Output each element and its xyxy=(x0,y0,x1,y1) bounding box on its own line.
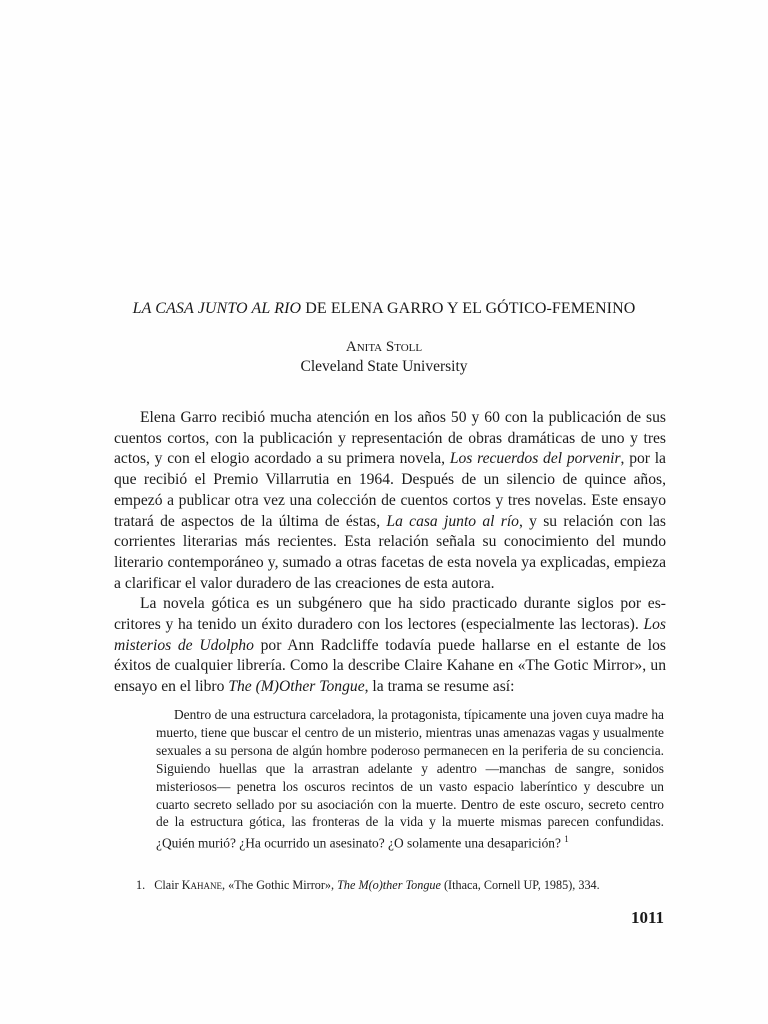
p2-text-b: por Ann Radcliffe todavía puede hallarse en el estante de los éxitos de cualquier librería. Como la describe Claire Kahane en «The Gotic Mirror», un ensayo en el libro xyxy=(114,636,666,696)
p2-text-c: , la trama se resume así: xyxy=(364,678,515,696)
footnote-author-first: Clair xyxy=(154,878,182,892)
block-quote xyxy=(156,706,664,853)
footnote-author-last: Kahane xyxy=(181,878,223,892)
author-name: Anita Stoll xyxy=(345,339,423,355)
footnote-reference: 1 xyxy=(564,834,569,845)
p1-text-c: , y su relación con las corrientes literarias más recientes. Esta relación señala su conocimiento del mundo literario contemporáneo y, sumado a otras facetas de esta novela ya explicadas, empieza a clarificar el valor duradero de las creaciones de esta autora. xyxy=(114,512,667,592)
title-italic-part: LA CASA JUNTO AL RIO xyxy=(132,300,302,317)
p2-book-title-2: The (M)Other Tongue xyxy=(228,678,365,696)
page-number: 1011 xyxy=(630,908,664,927)
p1-text-b: , por la que recibió el Premio Villarrutia en 1964. Después de un silencio de quince años, empezó a publicar otra vez una colección de cuentos cortos y tres novelas. Este ensayo tratará de aspectos de la última de éstas, xyxy=(114,450,666,530)
p1-book-title-1: Los recuerdos del porvenir xyxy=(449,450,621,468)
p1-text-a: Elena Garro recibió mucha atención en los años 50 y 60 con la publicación de sus cuentos cortos, con la publicación y representación de obras dramáticas de uno y tres actos, y con el elogio acordado a su primera novela, xyxy=(114,409,666,468)
footnote-publication: (Ithaca, Cornell UP, 1985), 334. xyxy=(440,878,600,892)
body-text xyxy=(114,408,666,698)
author-affiliation: Cleveland State University xyxy=(300,358,468,375)
paragraph-2 xyxy=(114,594,666,698)
p1-book-title-2: La casa junto al río xyxy=(386,512,519,530)
p2-text-a: La novela gótica es un subgénero que ha sido practicado durante siglos por escritores y ha tenido un éxito duradero con los lectores (especialmente las lectoras). xyxy=(114,595,666,634)
footnote-article: , «The Gothic Mirror», xyxy=(222,878,338,892)
quote-paragraph xyxy=(156,706,664,853)
footnote-number: 1. xyxy=(136,878,146,892)
title-rest: DE ELENA GARRO Y EL GÓTICO-FEMENINO xyxy=(301,300,636,317)
footnote xyxy=(136,878,696,893)
quote-text: Dentro de una estructura carceladora, la protagonista, típicamente una joven cuya madre ha muerto, tiene que buscar el centro de un misterio, mientras unas amenazas vagas y usualmente sexuales a su persona de algún hombre poderoso permanecen en la periferia de su conciencia. Siguiendo huellas que la arrastran adelante y adentro —manchas de sangre, sonidos misteriosos— penetra los oscuros recintos de un vasto espacio laberíntico y descubre un cuarto secreto sellado por su asociación con la muerte. Dentro de este oscuro, secreto centro de la estructura gótica, las fronteras de la vida y la muerte mismas parecen confundidas. ¿Quién murió? ¿Ha ocurrido un asesinato? ¿O solamente una desaparición? xyxy=(156,707,664,851)
paragraph-1 xyxy=(114,408,666,594)
footnote-book-title: The M(o)ther Tongue xyxy=(337,878,441,892)
article-title xyxy=(0,300,768,318)
p2-book-title-1: Los misterios de Udolpho xyxy=(114,616,666,654)
